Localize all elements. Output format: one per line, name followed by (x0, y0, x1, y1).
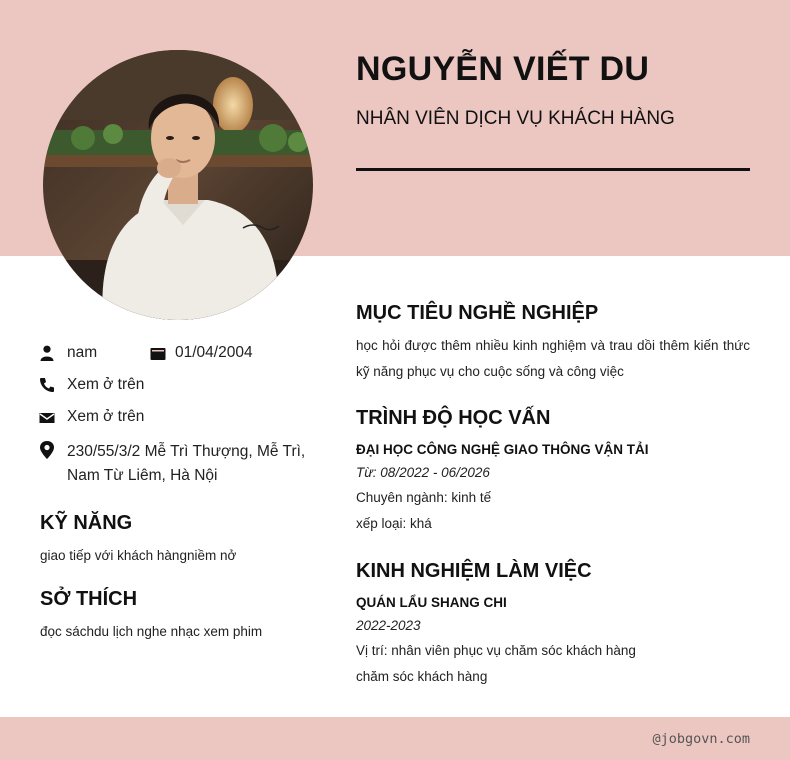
job-title: NHÂN VIÊN DỊCH VỤ KHÁCH HÀNG (356, 108, 675, 129)
address-line-1: 230/55/3/2 Mễ Trì Thượng, Mễ Trì, (67, 443, 306, 460)
hobbies-text: đọc sáchdu lịch nghe nhạc xem phim (40, 624, 263, 639)
experience-company: QUÁN LẨU SHANG CHI (356, 595, 507, 610)
header-divider (356, 168, 750, 171)
skills-heading: KỸ NĂNG (40, 512, 133, 534)
location-pin-icon (39, 441, 55, 457)
calendar-icon (150, 346, 166, 362)
experience-duty: chăm sóc khách hàng (356, 669, 488, 684)
experience-period: 2022-2023 (356, 618, 421, 633)
address-value (67, 440, 305, 488)
phone-icon (39, 377, 55, 393)
person-icon (39, 345, 55, 361)
hobbies-heading: SỞ THÍCH (40, 588, 138, 610)
email-value: Xem ở trên (67, 408, 145, 425)
objective-text: học hỏi được thêm nhiều kinh nghiệm và trau dồi thêm kiến thức kỹ năng phục vụ cho cuộc sống và công việc (356, 338, 750, 379)
birthdate-value: 01/04/2004 (175, 344, 253, 361)
gender-value: nam (67, 344, 98, 361)
profile-photo (43, 50, 313, 320)
footer-watermark: @jobgovn.com (652, 731, 750, 747)
objective-heading: MỤC TIÊU NGHỀ NGHIỆP (356, 302, 599, 324)
education-major: Chuyên ngành: kinh tế (356, 490, 492, 505)
candidate-name: NGUYỄN VIẾT DU (356, 50, 650, 88)
education-grade: xếp loại: khá (356, 516, 432, 531)
education-school: ĐẠI HỌC CÔNG NGHỆ GIAO THÔNG VẬN TẢI (356, 442, 649, 457)
experience-heading: KINH NGHIỆM LÀM VIỆC (356, 560, 592, 582)
mail-icon (39, 410, 55, 426)
education-heading: TRÌNH ĐỘ HỌC VẤN (356, 407, 551, 429)
phone-value: Xem ở trên (67, 376, 145, 393)
education-period: Từ: 08/2022 - 06/2026 (356, 465, 490, 480)
address-line-2: Nam Từ Liêm, Hà Nội (67, 467, 218, 484)
skills-text: giao tiếp với khách hàngniềm nở (40, 548, 237, 563)
experience-position: Vị trí: nhân viên phục vụ chăm sóc khách hàng (356, 643, 636, 658)
